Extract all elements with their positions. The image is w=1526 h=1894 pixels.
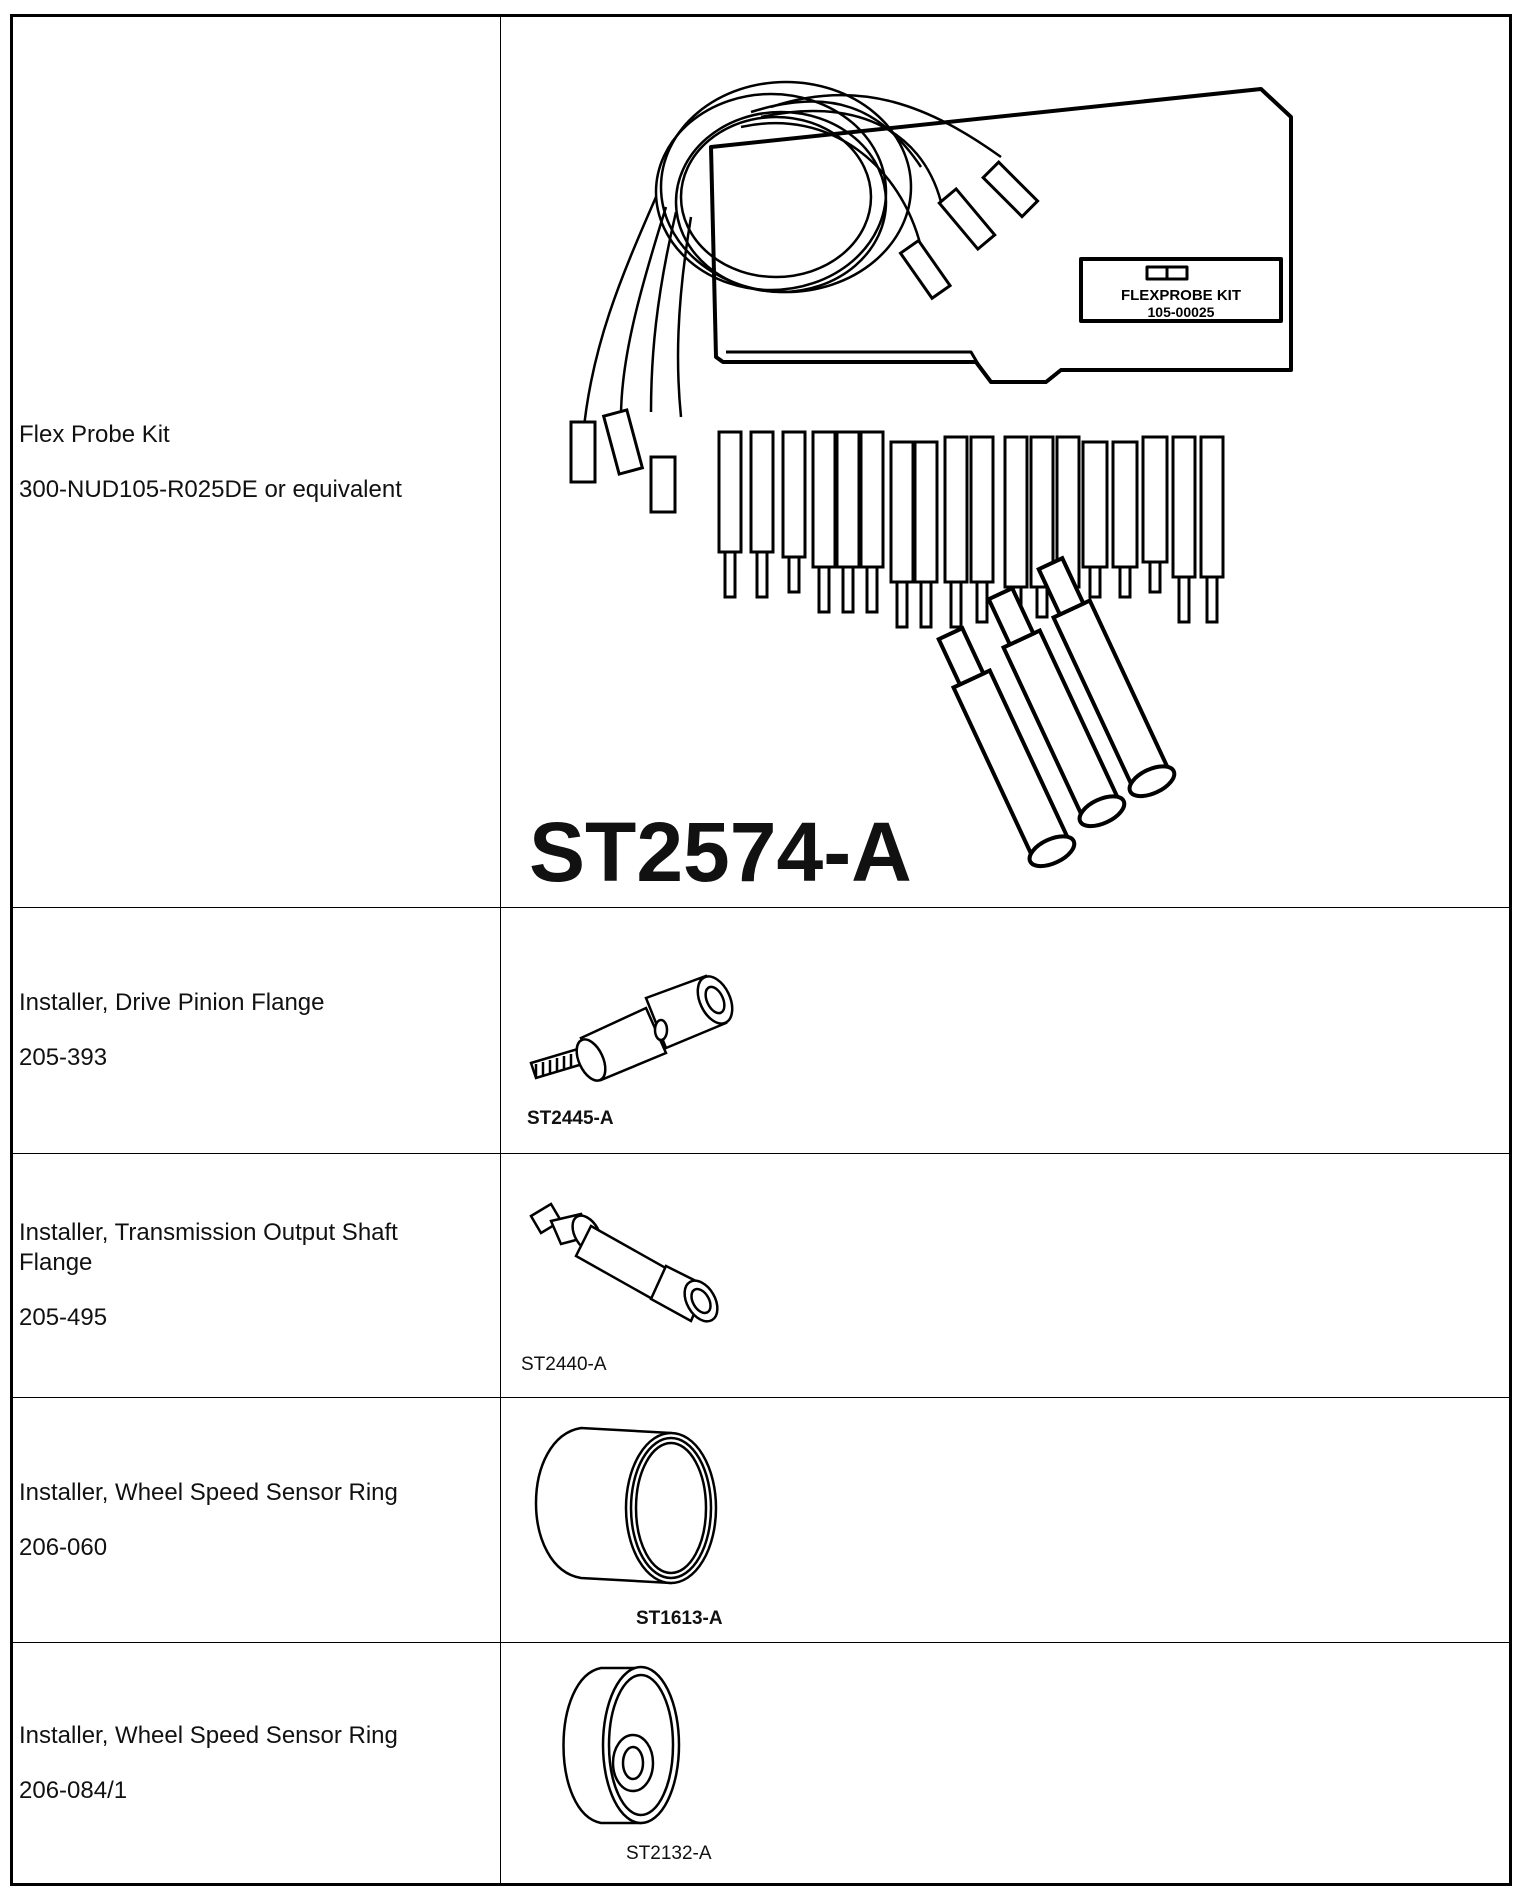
- figure-code: ST1613-A: [636, 1608, 723, 1629]
- kit-case-number: 105-00025: [1147, 304, 1215, 320]
- flex-probe-kit-illustration: [501, 17, 1501, 897]
- tool-description-cell: [13, 17, 501, 907]
- table-row: [13, 908, 1509, 1154]
- tool-name: Installer, Drive Pinion Flange: [19, 989, 325, 1016]
- tool-name: Installer, Wheel Speed Sensor Ring: [19, 1478, 398, 1506]
- wheel-speed-sensor-ring-installer-2-illustration: [531, 1663, 731, 1833]
- tool-number: 300-NUD105-R025DE or equivalent: [19, 475, 402, 503]
- output-shaft-flange-installer-illustration: [521, 1196, 751, 1336]
- tool-name: Flex Probe Kit: [19, 420, 170, 448]
- table-row: [13, 1643, 1509, 1883]
- wheel-speed-sensor-ring-installer-illustration: [511, 1418, 741, 1598]
- figure-code: ST2445-A: [527, 1108, 614, 1129]
- figure-code: ST2132-A: [626, 1843, 712, 1864]
- special-tools-table: [10, 14, 1512, 1886]
- tool-number: 205-495: [19, 1304, 108, 1331]
- tool-description-cell: [13, 1643, 501, 1883]
- tool-description-cell: [13, 908, 501, 1153]
- tool-illustration-cell: [501, 17, 1509, 907]
- tool-description-cell: [13, 1154, 501, 1397]
- tool-illustration-cell: [501, 1154, 1509, 1397]
- tool-number: 206-084/1: [19, 1776, 128, 1804]
- figure-code: ST2440-A: [521, 1354, 607, 1375]
- table-row: [13, 17, 1509, 908]
- kit-case-label: FLEXPROBE KIT: [1120, 287, 1242, 304]
- tool-name: Installer, Wheel Speed Sensor Ring: [19, 1721, 398, 1749]
- table-row: [13, 1154, 1509, 1398]
- tool-illustration-cell: [501, 1643, 1509, 1883]
- drive-pinion-flange-installer-illustration: [521, 968, 751, 1088]
- table-row: [13, 1398, 1509, 1643]
- tool-name: Installer, Transmission Output Shaft Flange: [19, 1219, 398, 1276]
- tool-number: 205-393: [19, 1044, 108, 1071]
- tool-illustration-cell: [501, 908, 1509, 1153]
- tool-number: 206-060: [19, 1533, 108, 1561]
- tool-description-cell: [13, 1398, 501, 1642]
- figure-code: ST2574-A: [529, 805, 912, 899]
- tool-illustration-cell: [501, 1398, 1509, 1642]
